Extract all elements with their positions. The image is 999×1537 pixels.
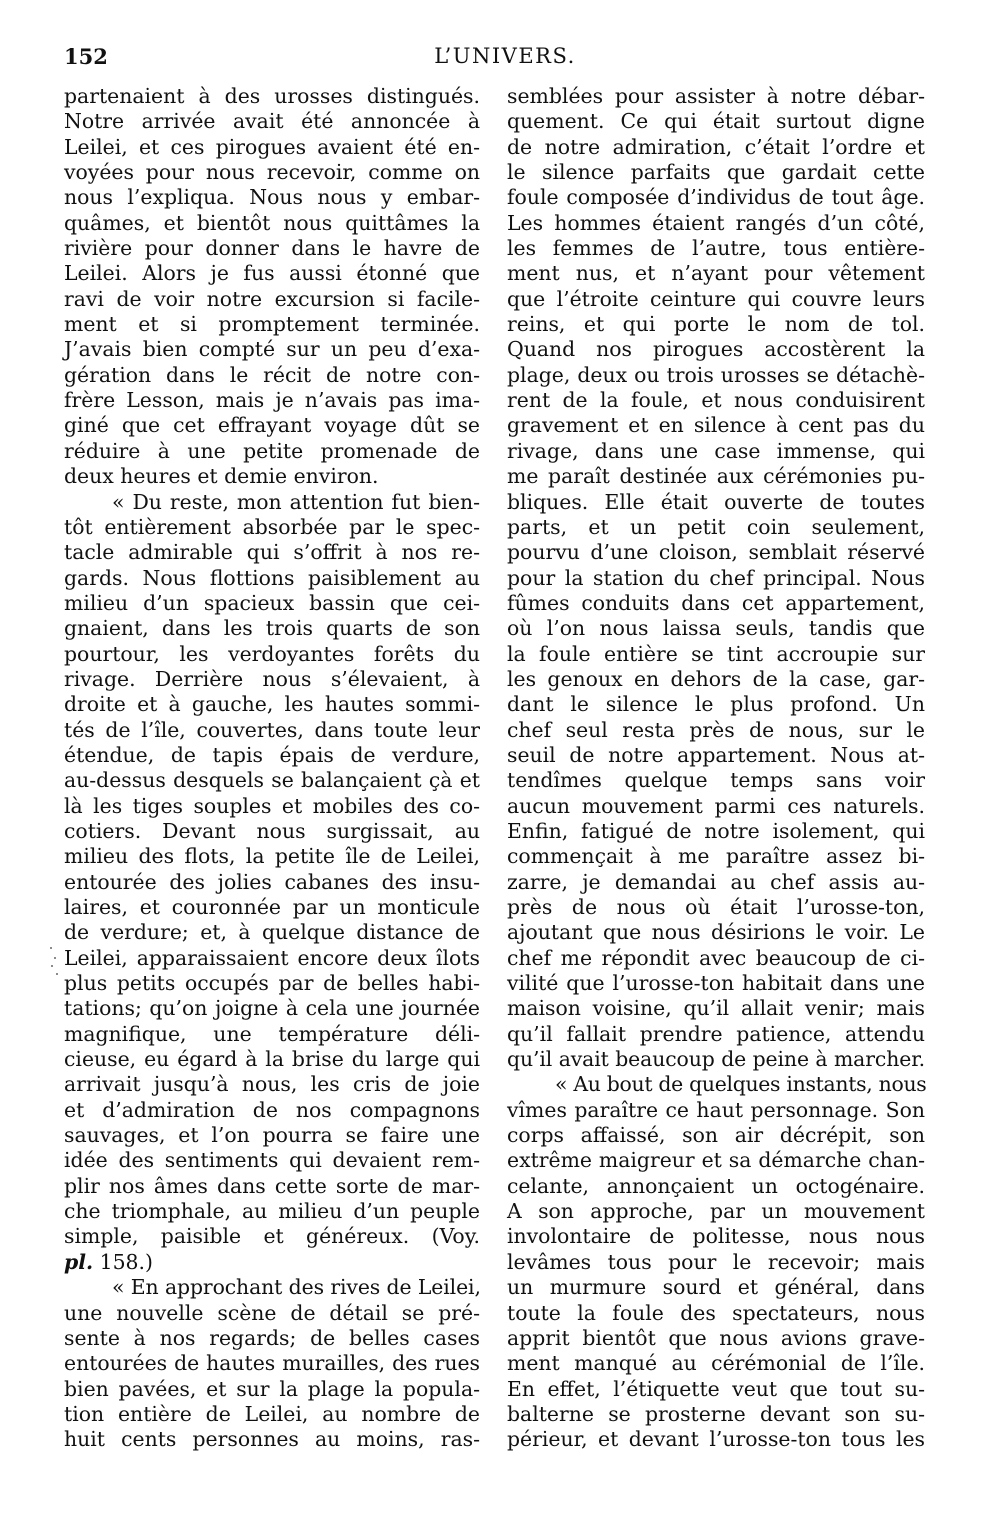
text-line: les femmes de l’autre, tous entière-	[507, 236, 925, 261]
text-line: A son approche, par un mouvement	[507, 1199, 925, 1224]
text-column-left	[64, 84, 480, 1453]
text-line: milieu d’un spacieux bassin que cei-	[64, 590, 480, 615]
text-line: foule composée d’individus de tout âge.	[507, 185, 925, 210]
text-line: nous l’expliqua. Nous nous y embar-	[64, 185, 480, 210]
text-line: Les hommes étaient rangés d’un côté,	[507, 210, 925, 235]
text-line: ajoutant que nous désirions le voir. Le	[507, 920, 925, 945]
text-line: deux heures et demie environ.	[64, 464, 379, 489]
text-line	[64, 1250, 480, 1275]
text-line: corps affaissé, son air décrépit, son	[507, 1123, 925, 1148]
text-line: entourées de hautes murailles, des rues	[64, 1351, 480, 1376]
text-line: huit cents personnes au moins, ras-	[64, 1427, 480, 1452]
text-line: pourvu d’une cloison, semblait réservé	[507, 540, 925, 565]
text-line: Quand nos pirogues accostèrent la	[507, 337, 925, 362]
text-line: où l’on nous laissa seuls, tandis que	[507, 616, 925, 641]
text-line: J’avais bien compté sur un peu d’exa-	[64, 337, 480, 362]
text-line: ravi de voir notre excursion si facile-	[64, 286, 480, 311]
text-line: bliques. Elle était ouverte de toutes	[507, 489, 925, 514]
text-line: che triomphale, au milieu d’un peuple	[64, 1199, 480, 1224]
text-line: plir nos âmes dans cette sorte de mar-	[64, 1173, 480, 1198]
text-line: tion entière de Leilei, au nombre de	[64, 1401, 480, 1426]
text-line: frère Lesson, mais je n’avais pas ima-	[64, 388, 480, 413]
text-line: parts, et un petit coin seulement,	[507, 514, 925, 539]
text-line: les genoux en dehors de la case, gar-	[507, 666, 925, 691]
text-line: involontaire de politesse, nous nous	[507, 1224, 925, 1249]
text-line: que l’étroite ceinture qui couvre leurs	[507, 286, 925, 311]
italic-abbreviation: pl.	[64, 1249, 94, 1274]
text-line: une nouvelle scène de détail se pré-	[64, 1300, 480, 1325]
text-line: ment nus, et n’ayant pour vêtement	[507, 261, 925, 286]
text-line: cieuse, eu égard à la brise du large qui	[64, 1047, 480, 1072]
text-line: me paraît destinée aux cérémonies pu-	[507, 464, 925, 489]
text-line: pour la station du chef principal. Nous	[507, 565, 925, 590]
text-line: celante, annonçaient un octogénaire.	[507, 1173, 925, 1198]
text-line: Enfin, fatigué de notre isolement, qui	[507, 818, 925, 843]
text-line: maison voisine, qu’il allait venir; mais	[507, 996, 925, 1021]
text-line: droite et à gauche, les hautes sommi-	[64, 692, 480, 717]
text-line: près de nous où était l’urosse-ton,	[507, 895, 925, 919]
text-line: au-dessus desquels se balançaient çà et	[64, 768, 480, 793]
text-line: reins, et qui porte le nom de tol.	[507, 312, 925, 337]
text-line: idée des sentiments qui devaient rem-	[64, 1148, 480, 1173]
text-line: « Du reste, mon attention fut bien-	[112, 489, 480, 514]
text-line: rivage, dans une case immense, qui	[507, 438, 925, 463]
text-line: tendîmes quelque temps sans voir	[507, 768, 925, 793]
text-line: Leilei. Alors je fus aussi étonné que	[64, 261, 480, 286]
text-line: « En approchant des rives de Leilei,	[112, 1275, 481, 1300]
text-line: milieu des flots, la petite île de Leilei,	[64, 844, 480, 869]
text-line: quâmes, et bientôt nous quittâmes la	[64, 210, 480, 235]
text-line: giné que cet effrayant voyage dût se	[64, 413, 480, 438]
text-line: laires, et couronnée par un monticule	[64, 895, 480, 919]
text-line: levâmes tous pour le recevoir; mais	[507, 1249, 925, 1274]
text-line: En effet, l’étiquette veut que tout su-	[507, 1376, 925, 1401]
text-line: Leilei, apparaissaient encore deux îlots	[64, 945, 480, 970]
text-line: tacle admirable qui s’offrit à nos re-	[64, 540, 480, 565]
text-line: le silence parfaits que gardait cette	[507, 160, 925, 185]
text-line: vilité que l’urosse-ton habitait dans une	[507, 971, 925, 996]
text-line: cotiers. Devant nous surgissait, au	[64, 818, 480, 843]
text-line: gards. Nous flottions paisiblement au	[64, 565, 480, 590]
text-line: qu’il avait beaucoup de peine à marcher.	[507, 1047, 925, 1072]
text-line: bien pavées, et sur la plage la popula-	[64, 1376, 480, 1401]
page-header	[64, 44, 926, 70]
margin-ink-specks	[48, 945, 62, 985]
text-line: ment manqué au cérémonial de l’île.	[507, 1351, 925, 1376]
text-line: gnaient, dans les trois quarts de son	[64, 616, 480, 641]
text-line: tés de l’île, couvertes, dans toute leur	[64, 717, 480, 742]
text-line: chef seul resta près de nous, sur le	[507, 717, 925, 742]
text-line: zarre, je demandai au chef assis au-	[507, 869, 925, 894]
text-line: partenaient à des urosses distingués.	[64, 84, 480, 108]
text-line: toute la foule des spectateurs, nous	[507, 1300, 925, 1325]
text-line: commençait à me paraître assez bi-	[507, 844, 925, 869]
text-line: un murmure sourd et général, dans	[507, 1275, 925, 1300]
text-line: quement. Ce qui était surtout digne	[507, 109, 925, 134]
text-line: aucun mouvement parmi ces naturels.	[507, 793, 925, 818]
text-line: chef me répondit avec beaucoup de ci-	[507, 945, 925, 970]
text-line: la foule entière se tint accroupie sur	[507, 641, 925, 666]
text-line: Notre arrivée avait été annoncée à	[64, 109, 480, 134]
text-line: rent de la foule, et nous conduisirent	[507, 388, 925, 413]
text-line: seuil de notre appartement. Nous at-	[507, 742, 925, 767]
text-line: vîmes paraître ce haut personnage. Son	[507, 1097, 925, 1122]
text-line: ment et si promptement terminée.	[64, 312, 480, 337]
text-line: là les tiges souples et mobiles des co-	[64, 793, 480, 818]
text-line: dant le silence le plus profond. Un	[507, 692, 925, 717]
text-line: fûmes conduits dans cet appartement,	[507, 590, 925, 615]
running-title: L’UNIVERS.	[434, 44, 576, 68]
text-line: plage, deux ou trois urosses se détachè-	[507, 362, 925, 387]
text-line: rivage. Derrière nous s’élevaient, à	[64, 666, 480, 691]
text-line: simple, paisible et généreux. (Voy.	[64, 1224, 480, 1249]
text-line: qu’il fallait prendre patience, attendu	[507, 1021, 925, 1046]
text-line: plus petits occupés par de belles habi-	[64, 971, 480, 996]
text-line: rivière pour donner dans le havre de	[64, 236, 480, 261]
text-line: semblées pour assister à notre débar-	[507, 84, 925, 108]
text-line: magnifique, une température déli-	[64, 1021, 480, 1046]
text-line: « Au bout de quelques instants, nous	[555, 1072, 927, 1097]
text-line: périeur, et devant l’urosse-ton tous les	[507, 1427, 925, 1452]
text-line: gération dans le récit de notre con-	[64, 362, 480, 387]
text-line: de notre admiration, c’était l’ordre et	[507, 134, 925, 159]
page-number: 152	[64, 44, 108, 69]
text-line: arrivait jusqu’à nous, les cris de joie	[64, 1072, 480, 1097]
text-line: réduire à une petite promenade de	[64, 438, 480, 463]
text-line: sauvages, et l’on pourra se faire une	[64, 1123, 480, 1148]
text-line: entourée des jolies cabanes des insu-	[64, 869, 480, 894]
text-line: voyées pour nous recevoir, comme on	[64, 160, 480, 185]
text-line: tôt entièrement absorbée par le spec-	[64, 514, 480, 539]
text-line: extrême maigreur et sa démarche chan-	[507, 1148, 925, 1173]
text-line: tations; qu’on joigne à cela une journée	[64, 996, 480, 1021]
text-column-right	[507, 84, 925, 1453]
text-line: de verdure; et, à quelque distance de	[64, 920, 480, 945]
text-line: Leilei, et ces pirogues avaient été en-	[64, 134, 480, 159]
text-line: gravement et en silence à cent pas du	[507, 413, 925, 438]
line-text: 158.)	[99, 1249, 153, 1274]
text-line: sente à nos regards; de belles cases	[64, 1325, 480, 1350]
text-line: pourtour, les verdoyantes forêts du	[64, 641, 480, 666]
text-line: et d’admiration de nos compagnons	[64, 1097, 480, 1122]
text-line: étendue, de tapis épais de verdure,	[64, 742, 480, 767]
text-line: balterne se prosterne devant son su-	[507, 1401, 925, 1426]
text-line: apprit bientôt que nous avions grave-	[507, 1325, 925, 1350]
